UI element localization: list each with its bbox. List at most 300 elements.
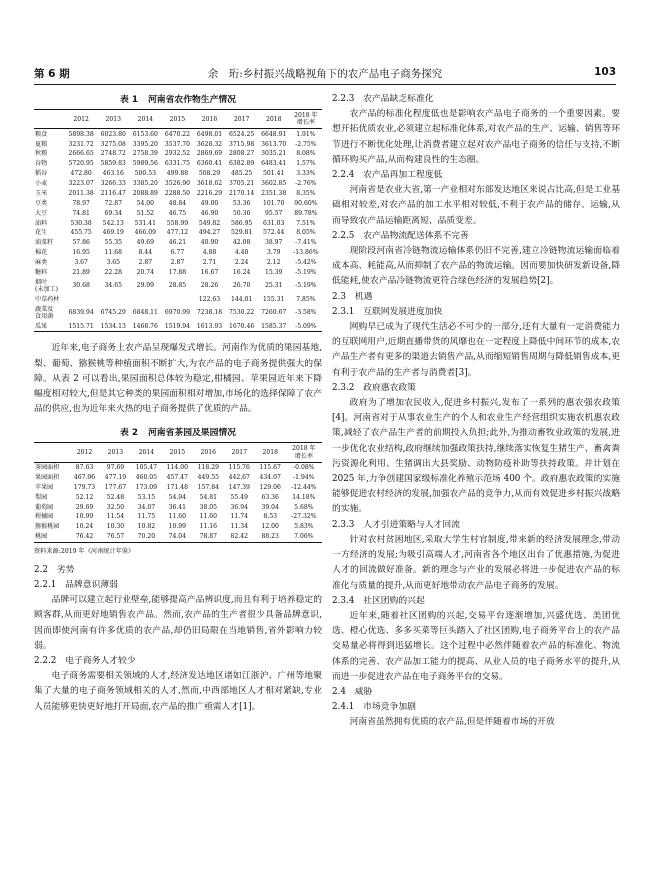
- table-cell: 40.90: [200, 239, 219, 247]
- table-cell: 54.81: [199, 493, 218, 501]
- table-cell: 38.05: [199, 503, 218, 511]
- subsection-heading: 2.3.1 互联网发展进度加快: [332, 306, 443, 317]
- table-cell: 463.16: [102, 170, 124, 178]
- table-cell: 76.57: [106, 533, 125, 541]
- table1-col-header: [34, 110, 65, 129]
- table-cell: 3613.70: [261, 140, 287, 148]
- table-cell: [97, 295, 129, 305]
- table-cell: 2170.14: [229, 189, 255, 197]
- table-cell: 531.41: [134, 219, 156, 227]
- table-cell: -1.94%: [293, 473, 315, 481]
- table-cell: -2.76%: [295, 180, 317, 188]
- table-cell: 530.38: [70, 219, 92, 227]
- table2-col-header: 2012: [69, 443, 100, 462]
- table-cell: 6153.60: [132, 130, 158, 138]
- table1-col-header: 2015: [161, 110, 193, 129]
- table-cell: 20.74: [136, 268, 155, 276]
- table2-header-row: [34, 443, 322, 462]
- table-cell: 16.67: [200, 268, 219, 276]
- row-label: 桃园: [35, 533, 48, 541]
- table-cell: 3035.21: [261, 150, 287, 158]
- table-cell: 17.88: [168, 268, 187, 276]
- row-label: 夏粮: [35, 140, 48, 148]
- table-cell: 7.06%: [294, 533, 314, 541]
- table-cell: 173.09: [135, 483, 158, 491]
- table-row: [34, 462, 322, 472]
- table-cell: [161, 295, 193, 305]
- table-row: [34, 248, 322, 258]
- table-cell: 95.57: [264, 209, 283, 217]
- table-cell: 500.53: [134, 170, 156, 178]
- table-cell: 2351.38: [261, 189, 287, 197]
- row-label: 苹果园: [35, 483, 54, 491]
- table-cell: 6498.01: [196, 130, 223, 138]
- row-label: 谷物: [35, 160, 48, 168]
- table-cell: 466.09: [134, 229, 156, 237]
- table-cell: 3275.08: [100, 140, 126, 148]
- row-label: 花生: [35, 229, 48, 237]
- table-cell: 69.34: [104, 209, 122, 217]
- table-cell: 49.00: [200, 199, 219, 207]
- table-cell: 88.23: [261, 533, 279, 541]
- running-header: [34, 62, 616, 85]
- table-cell: 2.24: [234, 259, 249, 267]
- table-cell: 6648.91: [261, 130, 287, 138]
- table-cell: 36.94: [230, 503, 248, 511]
- row-label: 猕猴桃园: [35, 523, 60, 531]
- table1-col-header: 2017: [226, 110, 258, 129]
- table-row: [34, 238, 322, 248]
- table-cell: 87.63: [75, 464, 94, 472]
- table-cell: 8.05%: [296, 229, 316, 237]
- section-heading: 2.4 威胁: [332, 686, 373, 697]
- table-cell: 144.01: [230, 295, 253, 303]
- row-label: 蔬菜及 食用菌: [35, 305, 54, 320]
- left-column: [34, 92, 322, 715]
- table-row: [34, 179, 322, 189]
- table-cell: 631.03: [263, 219, 285, 227]
- table-cell: 6023.80: [100, 130, 126, 138]
- table-cell: 2.12: [266, 259, 281, 267]
- table-cell: 34.07: [137, 503, 156, 511]
- table-cell: 82.42: [230, 533, 248, 541]
- table1-col-header: 2018 年 增长率: [290, 110, 322, 129]
- page-number: 103: [594, 66, 616, 78]
- row-label: 稻谷: [35, 170, 48, 178]
- table-cell: -7.41%: [295, 239, 317, 247]
- table-cell: 7238.18: [196, 309, 223, 317]
- table-cell: 55.35: [104, 239, 122, 247]
- table-cell: 29.99: [136, 282, 155, 290]
- table-cell: 10.30: [106, 523, 125, 531]
- subsection-heading: 2.2.3 农产品缺乏标准化: [332, 94, 434, 104]
- table-cell: 55.49: [230, 493, 248, 501]
- table2-col-header: 2014: [131, 443, 162, 462]
- table-cell: 34.65: [104, 282, 122, 290]
- table-row: [34, 208, 322, 218]
- row-label: 葡萄园: [35, 503, 54, 511]
- row-label: 果园面积: [35, 473, 60, 481]
- table-cell: 501.41: [263, 170, 285, 178]
- table1-col-header: 2012: [65, 110, 97, 129]
- table-row: [34, 129, 322, 139]
- table-cell: 16.24: [232, 268, 251, 276]
- row-label: 棉花: [35, 249, 48, 257]
- table-row: [34, 169, 322, 179]
- table-cell: 2.71: [202, 259, 217, 267]
- table-cell: 101.70: [263, 199, 285, 207]
- table-cell: 485.25: [230, 170, 253, 178]
- table-cell: 3266.33: [100, 180, 126, 188]
- running-title: 余 珩:乡村振兴战略视角下的农产品电子商务探究: [207, 68, 443, 80]
- table-cell: 70.20: [137, 533, 156, 541]
- table-cell: 2932.52: [164, 150, 191, 158]
- row-label: 大豆: [35, 209, 48, 217]
- table-cell: 5.83%: [294, 523, 314, 531]
- table-cell: 3.65: [106, 259, 121, 267]
- table-cell: 1468.76: [132, 322, 158, 330]
- table-cell: 78.97: [72, 199, 90, 207]
- table-cell: 2088.89: [132, 189, 158, 197]
- table-cell: 157.84: [197, 483, 219, 491]
- table-cell: 5.68%: [294, 503, 314, 511]
- table-cell: 5898.38: [68, 130, 94, 138]
- table-cell: 5989.56: [132, 160, 158, 168]
- table-cell: 1613.93: [196, 322, 223, 330]
- table-cell: -5.19%: [295, 282, 317, 290]
- subsection-heading: 2.2.1 品牌意识薄弱: [34, 579, 118, 590]
- table-cell: 50.36: [232, 209, 251, 217]
- table-row: [34, 492, 322, 502]
- table-cell: 3715.98: [229, 140, 255, 148]
- table-cell: 11.60: [168, 513, 187, 521]
- table2-col-header: 2018: [255, 443, 286, 462]
- table-row: [34, 149, 322, 159]
- table-cell: 12.00: [261, 523, 279, 531]
- table-cell: 38.97: [264, 239, 283, 247]
- table-cell: 6970.99: [164, 309, 191, 317]
- table-cell: 586.95: [230, 219, 253, 227]
- table-cell: -0.08%: [293, 464, 315, 472]
- table-cell: 42.08: [232, 239, 251, 247]
- table-cell: 53.36: [232, 199, 251, 207]
- table-cell: 6.77: [170, 249, 185, 257]
- table-cell: 53.15: [137, 493, 156, 501]
- table-cell: 11.68: [104, 249, 122, 257]
- body-paragraph: 电子商务需要相关领域的人才,经济发达地区诸如江浙沪、广州等地聚集了大量的电子商务领域相关的人才,然而,中西部地区人才相对紧缺,专业人员能够更快更好地打开局面,农产品的推广亟需人才[1]。: [34, 671, 322, 712]
- table2: [34, 442, 322, 542]
- table-cell: 494.27: [198, 229, 221, 237]
- table-cell: 89.78%: [294, 209, 318, 217]
- table-cell: 10.99: [75, 513, 94, 521]
- table-cell: 11.34: [230, 523, 248, 531]
- table-row: [34, 278, 322, 295]
- table-cell: 28.85: [168, 282, 187, 290]
- table-cell: 36.41: [168, 503, 187, 511]
- table2-title: 河南省茶园及果园情况: [148, 428, 236, 439]
- table-cell: -5.42%: [295, 259, 317, 267]
- table-cell: 90.60%: [294, 199, 318, 207]
- table-cell: 460.05: [135, 473, 158, 481]
- table-cell: 6848.11: [132, 309, 158, 317]
- table-cell: 3628.32: [196, 140, 223, 148]
- table-cell: 10.82: [137, 523, 156, 531]
- table-cell: 29.69: [75, 503, 94, 511]
- table2-col-header: 2013: [100, 443, 131, 462]
- table-cell: 97.69: [106, 464, 125, 472]
- table-cell: 48.84: [168, 199, 187, 207]
- table-row: [34, 268, 322, 278]
- table-cell: 63.36: [261, 493, 279, 501]
- table-cell: 2758.39: [132, 150, 158, 158]
- table-cell: -3.58%: [295, 309, 317, 317]
- table-cell: 6331.75: [164, 160, 191, 168]
- table-cell: [129, 295, 161, 305]
- table-cell: 558.99: [166, 219, 189, 227]
- table-cell: 7.51%: [296, 219, 316, 227]
- section-heading: 2.2 劣势: [34, 564, 75, 575]
- table-cell: 6839.94: [68, 309, 94, 317]
- table-cell: [65, 295, 97, 305]
- table-cell: 74.04: [168, 533, 187, 541]
- table-row: [34, 218, 322, 228]
- table-cell: 72.87: [104, 199, 122, 207]
- section-heading: 2.3 机遇: [332, 291, 373, 302]
- table-cell: 3231.72: [68, 140, 94, 148]
- row-label: 瓜果: [35, 322, 48, 330]
- table-cell: 455.75: [70, 229, 92, 237]
- table-cell: 30.68: [72, 282, 90, 290]
- table-cell: 2216.29: [196, 189, 223, 197]
- table-cell: 4.88: [202, 249, 217, 257]
- body-paragraph: 河南省是农业大省,第一产业相对东部发达地区来说占比高,但是工业基础相对较差,对农产品的加工水平相对较低,不利于农产品的储存、运输,从而导致农产品运输距离短、品质变差。: [332, 185, 620, 226]
- table-cell: 8.35%: [296, 189, 316, 197]
- table-cell: 6483.41: [261, 160, 287, 168]
- table-cell: 3526.90: [164, 180, 191, 188]
- table-cell: 6470.22: [164, 130, 191, 138]
- table-cell: 3223.07: [68, 180, 94, 188]
- table2-source: 资料来源:2019 年《河南统计年鉴》: [34, 547, 135, 555]
- table-cell: 3.67: [74, 259, 88, 267]
- table-cell: 78.87: [199, 533, 218, 541]
- table-cell: 6745.29: [100, 309, 126, 317]
- table-cell: 51.52: [136, 209, 155, 217]
- table-cell: 115.67: [259, 464, 281, 472]
- table-row: [34, 189, 322, 199]
- table-row: [34, 502, 322, 512]
- table-cell: 467.96: [73, 473, 96, 481]
- table-cell: 434.07: [259, 473, 281, 481]
- table-row: [34, 473, 322, 483]
- row-label: 茶园面积: [35, 464, 60, 472]
- issue-label: 第 6 期: [34, 68, 70, 80]
- table-cell: 46.21: [168, 239, 187, 247]
- left-paragraph-1: 近年来,电子商务上农产品呈现爆发式增长。河南作为优质的果园基地,梨、葡萄、猕猴桃等种植面积不断扩大,为农产品的电子商务提供强大的保障。从表 2 可以看出,果园面积总体较为稳定,柑橘园、苹果园近年来下降幅度相对较大,但是其它种类的果园面积相对增加,市场化的选择保障了农产品的供应,也为近年来火热的电子商务提供了优质的产品。: [34, 343, 322, 415]
- table-cell: 32.50: [106, 503, 125, 511]
- table-cell: 469.19: [102, 229, 124, 237]
- table-cell: 1670.46: [229, 322, 255, 330]
- table-cell: 5859.83: [100, 160, 126, 168]
- table-cell: 1519.94: [164, 322, 191, 330]
- table-cell: 549.82: [198, 219, 221, 227]
- table-cell: 11.60: [199, 513, 218, 521]
- table2-body: [34, 462, 322, 542]
- table-cell: 74.81: [72, 209, 90, 217]
- table1-col-header: 2013: [97, 110, 129, 129]
- table-row: [34, 295, 322, 305]
- row-label: 小麦: [35, 180, 48, 188]
- table-cell: -5.19%: [295, 268, 317, 276]
- table-cell: 5720.95: [68, 160, 94, 168]
- subsection-heading: 2.2.4 农产品再加工程度低: [332, 170, 443, 181]
- subsection-heading: 2.3.4 社区团购的兴起: [332, 595, 425, 606]
- table-cell: 442.67: [228, 473, 250, 481]
- table-cell: 105.47: [135, 464, 158, 472]
- table-cell: 54.00: [136, 199, 155, 207]
- table-cell: 7260.67: [261, 309, 287, 317]
- table-cell: 46.90: [200, 209, 219, 217]
- table1-body: [34, 129, 322, 332]
- subsection-heading: 2.2.2 电子商务人才较少: [34, 655, 136, 666]
- table-cell: -5.09%: [295, 322, 317, 330]
- table-row: [34, 304, 322, 321]
- table-cell: 477.19: [104, 473, 127, 481]
- row-label: 油料: [35, 219, 48, 227]
- table-cell: 46.75: [168, 209, 187, 217]
- table1-title: 河南省农作物生产情况: [148, 95, 236, 105]
- table-cell: 171.48: [166, 483, 188, 491]
- table-cell: 3618.62: [196, 180, 223, 188]
- table-cell: 3.79: [266, 249, 281, 257]
- body-paragraph: 政府为了增加农民收入,促进乡村振兴,发布了一系列的惠农强农政策[4]。河南省对于从事农业生产的个人和农业生产经营组织实施农机惠农政策,减轻了农产品生产者的前期投入负担;此外,为推动畜牧业政策的发展,进一步优化农业结构,政府继续加强政策扶持,继续落实恢复生猪生产、畜禽粪污资源化利用、生猪调出大县奖励、动物防疫补助等扶持政策。并计划在 2025 年,力争创建国家级标准化养殖示范场 400 个。政府惠农政策的实施能够促进农村经济的发展,加强农产品的竞争力,从而有效促进乡村振兴战略的实施。: [332, 398, 620, 515]
- table-cell: 21.89: [72, 268, 90, 276]
- table-cell: 7530.22: [229, 309, 255, 317]
- table-cell: 508.29: [198, 170, 221, 178]
- table-cell: 10.99: [168, 523, 187, 531]
- row-label: 油菜籽: [35, 239, 54, 247]
- table-cell: 129.06: [259, 483, 281, 491]
- table-cell: 449.55: [197, 473, 219, 481]
- table-cell: 2869.69: [196, 150, 223, 158]
- table-cell: 26.70: [232, 282, 251, 290]
- right-column: [332, 92, 620, 731]
- table-row: [34, 512, 322, 522]
- table-cell: 57.86: [72, 239, 90, 247]
- left-sections: [34, 563, 322, 715]
- table-cell: 52.48: [106, 493, 125, 501]
- row-label: 中草药材: [35, 295, 60, 303]
- table-cell: 54.94: [168, 493, 187, 501]
- row-label: 玉米: [35, 189, 48, 197]
- table-cell: 22.28: [104, 268, 122, 276]
- table-row: [34, 199, 322, 209]
- table-cell: 3385.20: [132, 180, 158, 188]
- table-cell: 2808.27: [229, 150, 255, 158]
- table-cell: 542.13: [102, 219, 124, 227]
- table-cell: 155.31: [263, 295, 285, 303]
- table-cell: 8.08%: [296, 150, 316, 158]
- table-cell: 2116.47: [100, 189, 126, 197]
- table-cell: 2288.50: [164, 189, 191, 197]
- table1-caption: [34, 92, 322, 105]
- body-paragraph: 针对农村贫困地区,采取大学生村官制度,带来新的经济发展理念,带动一方经济的发展;为吸引高端人才,河南省各个地区出台了优惠措施,为促进人才的回流做好准备。新的理念与产业的发展必将进一步促进农产品的标准化与质量的提升,从而更好地带动农产品电子商务的发展。: [332, 534, 620, 591]
- table-cell: 1515.71: [68, 322, 94, 330]
- table-cell: 177.67: [104, 483, 127, 491]
- table-cell: -2.75%: [295, 140, 317, 148]
- table-cell: -12.44%: [291, 483, 317, 491]
- table-cell: 1585.37: [261, 322, 287, 330]
- table1-number: 表 1: [120, 95, 138, 105]
- table-cell: -13.86%: [293, 249, 319, 257]
- table-row: [34, 532, 322, 542]
- table-cell: 11.54: [106, 513, 125, 521]
- table2-col-header: 2017: [224, 443, 255, 462]
- table-cell: 477.12: [166, 229, 189, 237]
- table-row: [34, 522, 322, 532]
- table2-caption: [34, 425, 322, 438]
- table-cell: -27.32%: [291, 513, 317, 521]
- table-cell: 16.95: [72, 249, 90, 257]
- table-cell: 147.39: [228, 483, 250, 491]
- table-row: [34, 322, 322, 332]
- table-cell: 8.53: [263, 513, 277, 521]
- table-cell: 472.80: [70, 170, 92, 178]
- table-cell: 2666.65: [68, 150, 94, 158]
- table2-col-header: [34, 443, 69, 462]
- table-cell: 49.69: [136, 239, 155, 247]
- body-paragraph: 品牌可以建立起行业壁垒,能够提高产品辨识度,而且有利于培养稳定的顾客群,从而更好地销售农产品。然而,农产品的生产者很少具备品牌意识,因而即使河南有许多优质的农产品,却仍旧局限在当地销售,省外影响力较弱。: [34, 595, 322, 651]
- table-cell: 114.00: [166, 464, 188, 472]
- subsection-heading: 2.3.3 人才引进策略与人才回流: [332, 519, 460, 530]
- table-cell: 118.29: [197, 464, 219, 472]
- table-cell: 529.81: [230, 229, 253, 237]
- table-cell: 122.63: [198, 295, 221, 303]
- table-cell: 457.47: [166, 473, 188, 481]
- table-cell: 11.16: [199, 523, 218, 531]
- row-label: 麻类: [35, 259, 48, 267]
- row-label: 柑橘园: [35, 513, 54, 521]
- table-cell: 8.44: [138, 249, 153, 257]
- table-row: [34, 258, 322, 268]
- table-cell: 39.04: [261, 503, 279, 511]
- table-row: [34, 228, 322, 238]
- table-cell: 499.88: [166, 170, 189, 178]
- table-cell: 15.39: [264, 268, 283, 276]
- table-cell: 76.42: [75, 533, 94, 541]
- table1-col-header: 2014: [129, 110, 161, 129]
- table-row: [34, 159, 322, 169]
- body-paragraph: 农产品的标准化程度低也是影响农产品电子商务的一个重要因素。要想开拓优质农业,必须建立起标准化体系,对农产品的生产、运输、销售等环节进行不断优化处理,让消费者建立起对农产品电子商务的信任与支持,不断循环购买产品,从而构建良性的生态圈。: [332, 109, 620, 165]
- table-cell: 10.24: [75, 523, 94, 531]
- subsection-heading: 2.2.5 农产品物流配送体系不完善: [332, 230, 469, 241]
- table-cell: 28.26: [200, 282, 219, 290]
- row-label: 梨园: [35, 493, 48, 501]
- table-cell: 1.91%: [296, 130, 316, 138]
- subsection-heading: 2.4.1 市场竞争加剧: [332, 702, 416, 713]
- subsection-heading: 2.3.2 政府惠农政策: [332, 382, 416, 393]
- table-row: [34, 139, 322, 149]
- body-paragraph: 网购早已成为了现代生活必不可少的一部分,还有大量有一定消费能力的互联网用户,近期直播带货的风靡也在一定程度上降低中间环节的成本,农产品生产者有更多的渠道去销售产品,从而缩短销售周期与降低销售成本,更有利于农产品的生产者与消费者[3]。: [332, 322, 620, 378]
- table-cell: 1534.13: [100, 322, 126, 330]
- table-cell: 3.33%: [296, 170, 316, 178]
- table1-col-header: 2016: [193, 110, 225, 129]
- row-label: 糖料: [35, 268, 48, 276]
- table-cell: 11.74: [230, 513, 248, 521]
- table-cell: 7.85%: [296, 295, 316, 303]
- table-cell: 1.57%: [296, 160, 316, 168]
- table-cell: 6360.41: [196, 160, 223, 168]
- row-label: 豆类: [35, 199, 48, 207]
